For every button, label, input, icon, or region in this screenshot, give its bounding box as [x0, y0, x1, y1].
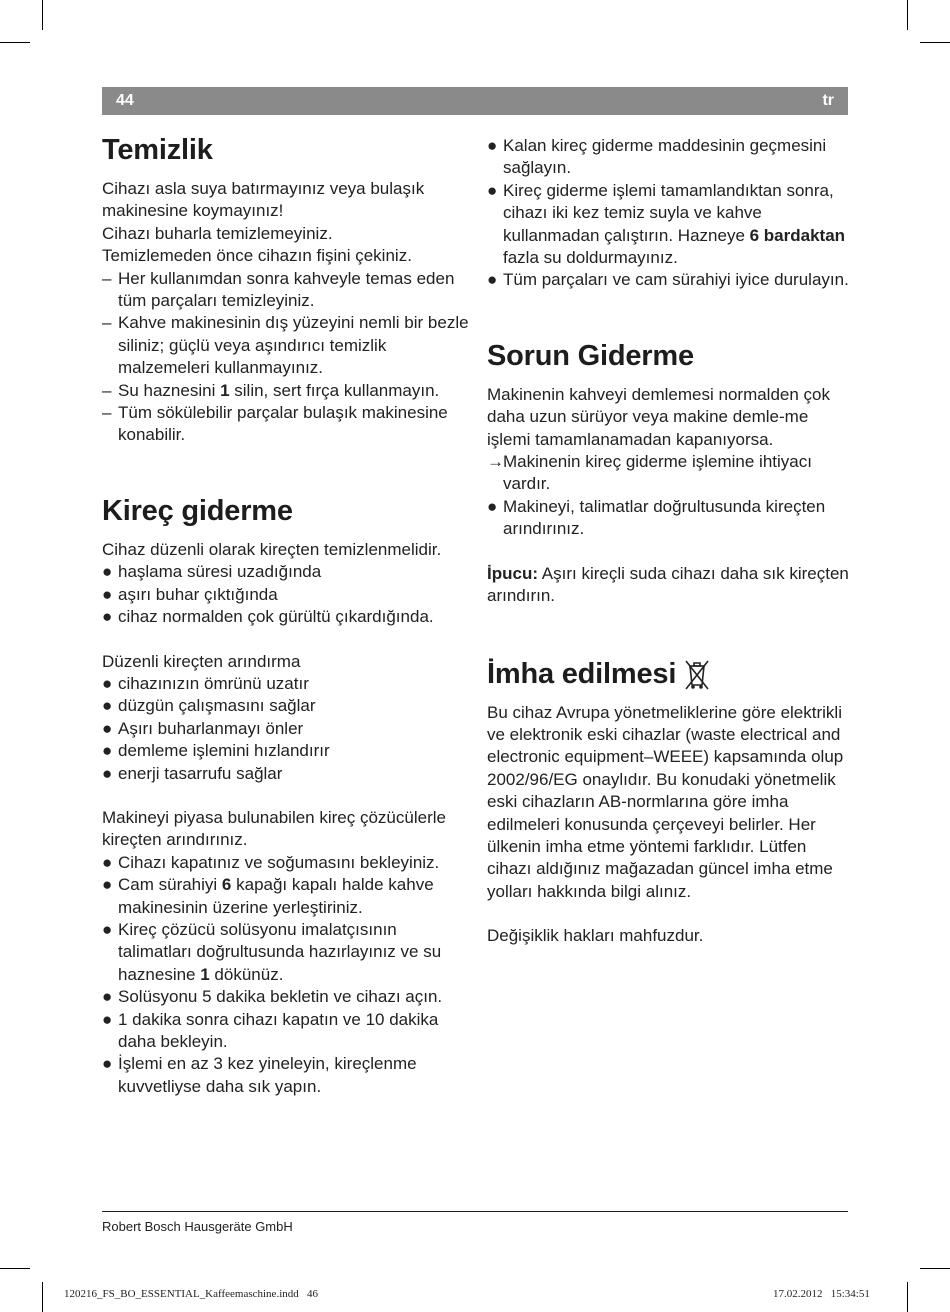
crop-mark [907, 1282, 908, 1312]
left-column [102, 132, 470, 1098]
list-item: ● düzgün çalışmasını sağlar [102, 695, 470, 717]
cleaning-intro-line: Temizlemeden önce cihazın fişini çekiniz. [102, 246, 412, 266]
dash-marker: – [102, 380, 112, 400]
bullet-marker: ● [487, 180, 498, 200]
list-item: ● haşlama süresi uzadığında [102, 561, 470, 583]
bullet-marker: ● [102, 607, 113, 627]
footer-rule [102, 1211, 848, 1212]
list-item: – Su haznesini 1 silin, sert fırça kullanmayın. [102, 380, 470, 402]
disposal-text: Bu cihaz Avrupa yönetmeliklerine göre elektrikli ve elektronik eski cihazlar (waste electrical and electronic equipment–WEEE) kapsamında olup 2002/96/EG onaylıdır. Bu konudaki yönetmelik eski cihazların AB-normlarına göre imha edilmeleri konusunda çerçeveyi belirler. Her ülkenin imha etme yöntemi farklıdır. Lütfen cihazı aldığınız mağazadan güncel imha etme yolları hakkında bilgi alınız. [487, 702, 844, 901]
list-item: ● cihaz normalden çok gürültü çıkardığında. [102, 606, 470, 628]
list-item: → Makinenin kireç giderme işlemine ihtiyacı vardır. [487, 451, 852, 496]
crop-mark [0, 1268, 30, 1269]
footer-company: Robert Bosch Hausgeräte GmbH [102, 1219, 293, 1234]
list-item: ● enerji tasarrufu sağlar [102, 763, 470, 785]
dash-marker: – [102, 313, 112, 333]
bullet-marker: ● [102, 1009, 113, 1029]
bullet-marker: ● [102, 673, 113, 693]
problem-text: Makinenin kahveyi demlemesi normalden çok daha uzun sürüyor veya makine demle-me işlemi tamamlanamadan kapanıyorsa. [487, 384, 830, 449]
list-item: – Her kullanımdan sonra kahveyle temas eden tüm parçaları temizleyiniz. [102, 268, 470, 313]
crop-mark [920, 42, 950, 43]
list-item: ● İşlemi en az 3 kez yineleyin, kireçlenme kuvvetliyse daha sık yapın. [102, 1053, 470, 1098]
crop-mark [42, 1282, 43, 1312]
list-item: ● Kireç çözücü solüsyonu imalatçısının talimatları doğrultusunda hazırlayınız ve su haznesine 1 dökünüz. [102, 919, 470, 986]
bullet-marker: ● [102, 718, 113, 738]
bullet-marker: ● [487, 136, 498, 155]
list-item: – Kahve makinesinin dış yüzeyini nemli bir bezle siliniz; güçlü veya aşındırıcı temizlik malzemeleri kullanmayınız. [102, 312, 470, 379]
page-header-bar [102, 87, 848, 115]
bullet-marker: ● [102, 987, 113, 1007]
bullet-marker: ● [102, 852, 113, 872]
bullet-marker: ● [102, 875, 113, 895]
bullet-marker: ● [102, 562, 113, 582]
bullet-marker: ● [102, 741, 113, 761]
print-slug-file: 120216_FS_BO_ESSENTIAL_Kaffeemaschine.indd 46 [64, 1288, 318, 1300]
crossed-out-wheelie-bin-icon [682, 656, 712, 692]
list-item: ● demleme işlemini hızlandırır [102, 740, 470, 762]
list-item: ● Makineyi, talimatlar doğrultusunda kireçten arındırınız. [487, 496, 852, 541]
list-item: ● Tüm parçaları ve cam sürahiyi iyice durulayın. [487, 269, 852, 291]
crop-mark [920, 1268, 950, 1269]
page-number: 44 [116, 92, 134, 109]
disposal-title: İmha edilmesi [487, 657, 677, 690]
list-item: ● cihazınızın ömrünü uzatır [102, 673, 470, 695]
cleaning-intro-line: Cihazı asla suya batırmayınız veya bulaşık makinesine koymayınız! [102, 179, 425, 221]
list-item: ● Cam sürahiyi 6 kapağı kapalı halde kahve makinesinin üzerine yerleştiriniz. [102, 874, 470, 919]
bullet-marker: ● [102, 763, 113, 783]
rights-text: Değişiklik hakları mahfuzdur. [487, 926, 704, 946]
print-slug-timestamp: 17.02.2012 15:34:51 [773, 1288, 870, 1300]
list-item: ● Solüsyonu 5 dakika bekletin ve cihazı açın. [102, 986, 470, 1008]
dash-marker: – [102, 403, 112, 423]
cleaning-intro-line: Cihazı buharla temizlemeyiniz. [102, 223, 333, 243]
right-column [487, 135, 852, 948]
list-item: ● Kalan kireç giderme maddesinin geçmesini sağlayın. [487, 135, 852, 180]
troubleshooting-title: Sorun Giderme [487, 339, 694, 372]
bullet-marker: ● [102, 696, 113, 716]
steps-intro: Makineyi piyasa bulunabilen kireç çözücülerle kireçten arındırınız. [102, 807, 446, 850]
list-item: ● Kireç giderme işlemi tamamlandıktan sonra, cihazı iki kez temiz suyla ve kahve kullanmadan çalıştırın. Hazneye 6 bardaktan fazla su doldurmayınız. [487, 180, 852, 270]
bullet-marker: ● [102, 1054, 113, 1074]
list-item: ● aşırı buhar çıktığında [102, 584, 470, 606]
bullet-marker: ● [102, 919, 113, 939]
crop-mark [0, 42, 30, 43]
dash-marker: – [102, 268, 112, 288]
arrow-marker: → [487, 452, 504, 472]
bullet-marker: ● [102, 584, 113, 604]
language-code: tr [822, 92, 834, 109]
disposal-heading [487, 656, 852, 692]
list-item: – Tüm sökülebilir parçalar bulaşık makinesine konabilir. [102, 402, 470, 447]
bullet-marker: ● [487, 496, 498, 516]
list-item: ● Aşırı buharlanmayı önler [102, 718, 470, 740]
crop-mark [42, 0, 43, 30]
benefits-intro: Düzenli kireçten arındırma [102, 651, 301, 671]
cleaning-title: Temizlik [102, 134, 213, 166]
crop-mark [907, 0, 908, 30]
descaling-title: Kireç giderme [102, 494, 293, 527]
descaling-intro: Cihaz düzenli olarak kireçten temizlenmelidir. [102, 539, 442, 559]
bullet-marker: ● [487, 270, 498, 290]
tip-text: İpucu: Aşırı kireçli suda cihazı daha sık kireçten arındırın. [487, 563, 849, 606]
list-item: ● 1 dakika sonra cihazı kapatın ve 10 dakika daha bekleyin. [102, 1009, 470, 1054]
list-item: ● Cihazı kapatınız ve soğumasını bekleyiniz. [102, 852, 470, 874]
